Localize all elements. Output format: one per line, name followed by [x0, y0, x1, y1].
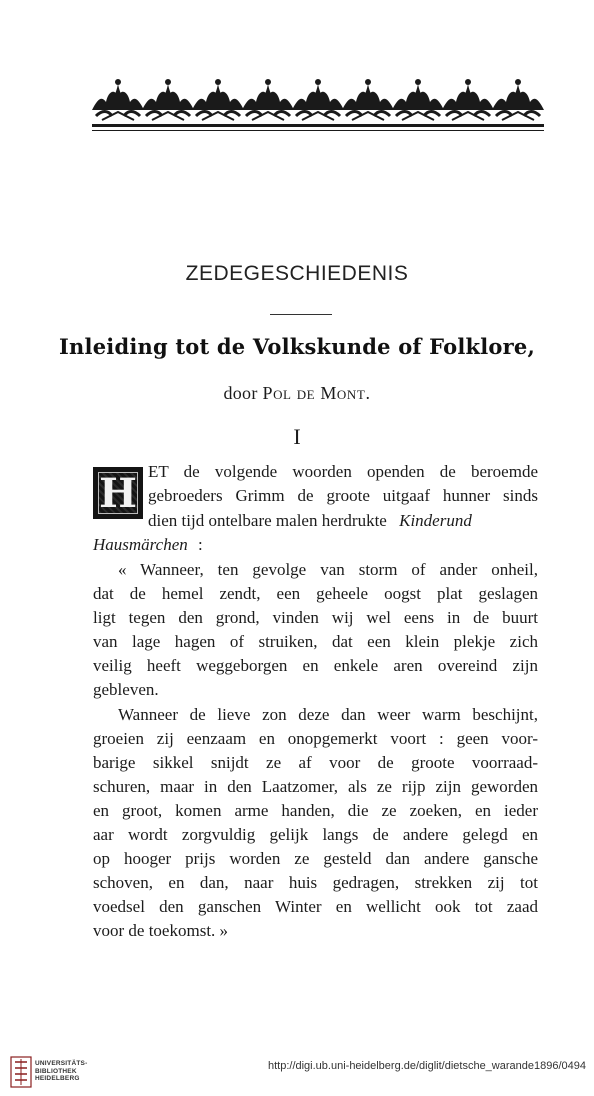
- title-divider: [270, 314, 332, 315]
- body-line: groeien zij eenzaam en onopgemerkt voort : geen voor-: [93, 729, 538, 748]
- body-line: barige sikkel snijdt ze af voor de groote voorraad-: [93, 753, 538, 772]
- body-line: veilig heeft weggeborgen en enkele aren overeind zijn: [93, 656, 538, 675]
- floral-ornament-graphic: [92, 74, 544, 136]
- body-line: aar wordt zorgvuldig gelijk langs de andere gelegd en: [93, 825, 538, 844]
- body-line: [93, 535, 203, 555]
- source-url-link[interactable]: http://digi.ub.uni-heidelberg.de/diglit/dietsche_warande1896/0494: [267, 1060, 586, 1072]
- body-line: [148, 511, 538, 531]
- body-line: schuren, maar in den Laatzomer, als ze rijp zijn geworden: [93, 777, 538, 796]
- article-title: Inleiding tot de Volkskunde of Folklore,: [59, 334, 535, 359]
- body-line: ligt tegen den grond, vinden wij wel eens in de buurt: [93, 608, 538, 627]
- library-name-line: BIBLIOTHEK: [35, 1067, 77, 1075]
- body-line: op hooger prijs worden ze gesteld dan andere gansche: [93, 849, 538, 868]
- library-name-line: UNIVERSITÄTS-: [35, 1060, 88, 1067]
- book-title-italic: Kinderund: [399, 511, 472, 530]
- body-line: Wanneer de lieve zon deze dan weer warm beschijnt,: [118, 705, 538, 724]
- ornamental-header-band: [92, 74, 544, 136]
- body-line: ET de volgende woorden openden de beroemde: [148, 462, 538, 481]
- body-line: schoven, en dan, naar huis gedragen, strekken zij tot: [93, 873, 538, 892]
- body-text: :: [198, 535, 203, 554]
- chapter-number: I: [293, 424, 301, 449]
- library-logo-icon: [10, 1056, 32, 1088]
- byline: [0, 383, 594, 404]
- body-line: voedsel den ganschen Winter en wellicht ook tot zaad: [93, 897, 538, 916]
- drop-cap-letter: H: [99, 470, 137, 517]
- body-line: en groot, komen arme handen, die ze zoeken, en ieder: [93, 801, 538, 820]
- library-name: [35, 1060, 87, 1083]
- byline-prefix: door: [223, 383, 258, 403]
- body-text: dien tijd ontelbare malen herdrukte: [148, 511, 387, 530]
- body-line: gebleven.: [93, 680, 159, 699]
- body-line: voor de toekomst. »: [93, 921, 229, 940]
- library-name-line: HEIDELBERG: [35, 1075, 80, 1082]
- author-name: Pol de Mont.: [262, 383, 371, 403]
- body-line: dat de hemel zendt, een geheele oogst plat geslagen: [93, 584, 538, 603]
- body-line: gebroeders Grimm de groote uitgaaf hunner sinds: [148, 486, 538, 505]
- drop-cap: [93, 467, 143, 519]
- book-title-italic: Hausmärchen: [93, 535, 188, 554]
- body-line: « Wanneer, ten gevolge van storm of ander onheil,: [118, 560, 538, 579]
- section-title: ZEDEGESCHIEDENIS: [185, 262, 409, 285]
- body-line: van lage hagen of struiken, dat een klein plekje zich: [93, 632, 538, 651]
